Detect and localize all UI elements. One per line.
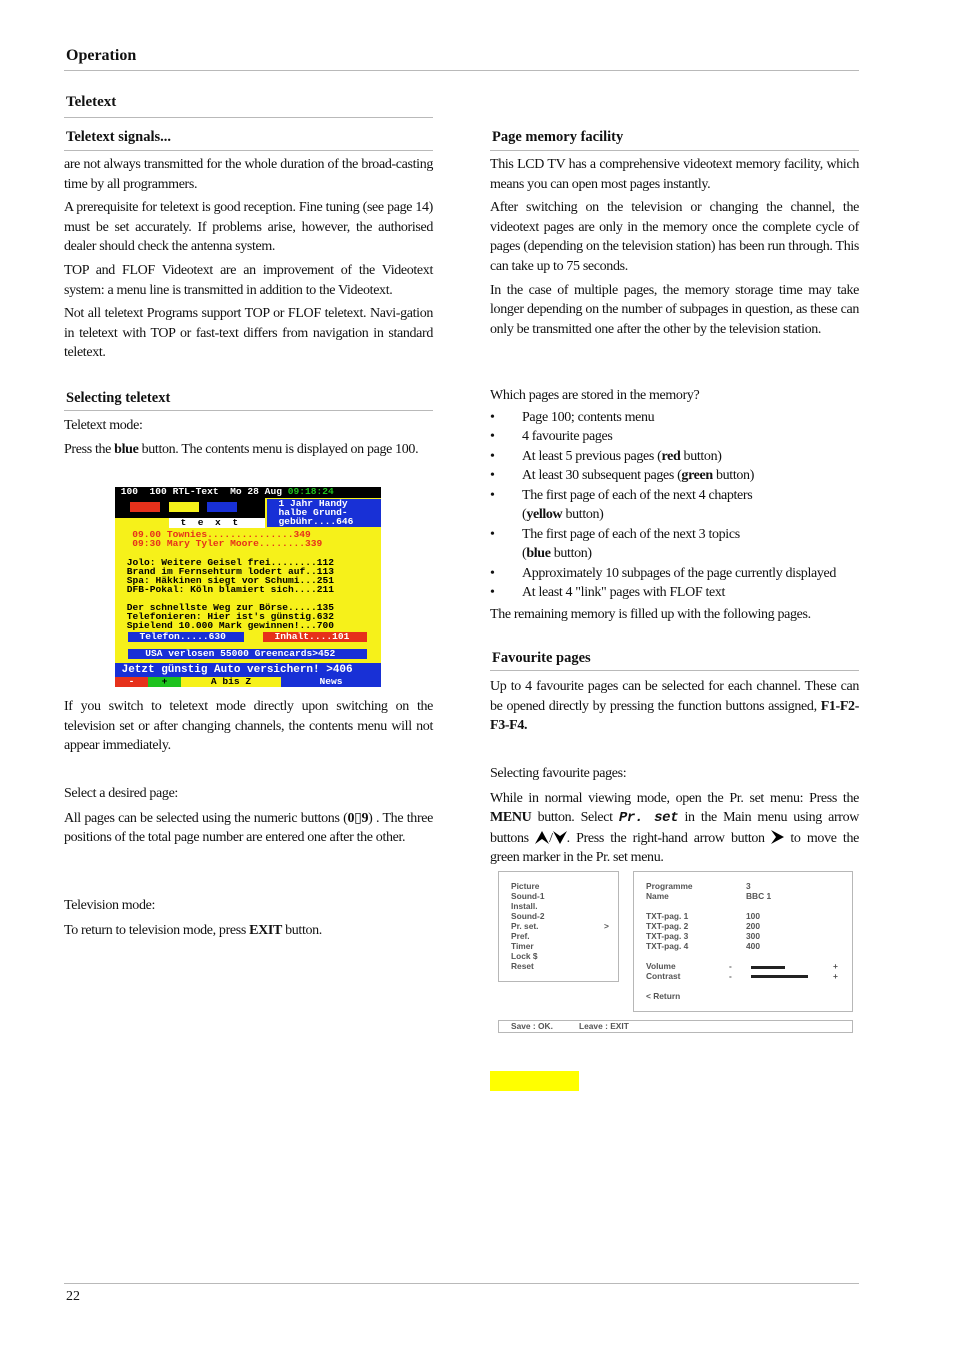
page-number: 22 — [66, 1289, 80, 1304]
after-image-text — [64, 697, 433, 760]
signals-rule — [64, 150, 433, 151]
memory-heading: Page memory facility — [492, 129, 624, 145]
favourite-select-text — [490, 764, 859, 872]
exit-word: EXIT — [249, 922, 282, 938]
teletext-screen — [115, 487, 381, 687]
stored-pages — [490, 386, 859, 628]
teletext-key-blue: News — [281, 677, 381, 687]
green-marker — [490, 1071, 579, 1091]
menu-word: MENU — [490, 810, 532, 826]
arrow-up-icon — [535, 831, 549, 844]
teletext-phone-link: Telefon.....630 — [128, 632, 244, 642]
tv-mode-text — [64, 896, 433, 944]
signals-text — [64, 155, 433, 367]
submenu-arrow: > — [604, 921, 609, 931]
list-item: • Page 100; contents menu — [490, 408, 859, 428]
main-menu-item[interactable]: Pr. set. — [511, 921, 539, 931]
paragraph: This LCD TV has a comprehensive videotext memory facility, which means you can open most pages instantly. — [490, 157, 859, 192]
box-glyph: ▯ — [354, 810, 362, 826]
contrast-label: Contrast — [646, 971, 681, 981]
list-item: • At least 4 "link" pages with FLOF text — [490, 583, 859, 603]
footer-rule — [64, 1283, 859, 1284]
paragraph: If you switch to teletext mode directly upon switching on the television set or after changing channels, the contents menu will not appear immediately. — [64, 699, 433, 754]
remaining-text: The remaining memory is filled up with the following pages. — [490, 606, 811, 622]
paragraph: All pages can be selected using the numeric buttons (0▯9) . The three positions of the total page number are entered one after the other. — [64, 810, 433, 846]
list-item: • Approximately 10 subpages of the page currently displayed — [490, 564, 859, 584]
prset-label: TXT-pag. 4 — [646, 941, 689, 951]
prset-word: Pr. set — [618, 810, 679, 827]
selecting-text — [64, 416, 433, 463]
prset-value[interactable]: 3 — [746, 881, 751, 891]
paragraph: Not all teletext Programs support TOP or FLOF teletext. Navi-gation in teletext with TOP or fast-text differs from navigation in standard teletext. — [64, 306, 433, 361]
save-hint: Save : OK. — [511, 1021, 553, 1031]
paragraph: After switching on the television or changing the channel, the videotext pages are only in the memory once the complete cycle of pages (depending on the television station) has been run through. This can take up to 75 seconds. — [490, 200, 859, 274]
teletext-line: 09:30 Mary Tyler Moore........339 — [115, 538, 323, 549]
selecting-heading: Selecting teletext — [66, 390, 171, 406]
selecting-rule — [64, 410, 433, 411]
contrast-plus: + — [833, 971, 838, 981]
return-item: < Return — [646, 991, 681, 1001]
teletext-usa-line: USA verlosen 55000 Greencards>452 — [128, 649, 367, 659]
teletext-line: Jolo: Weitere Geisel frei........112 — [121, 557, 335, 568]
main-menu-item[interactable]: Reset — [511, 961, 534, 971]
arrow-right-icon — [771, 830, 784, 844]
teletext-logo-text: t e x t — [169, 518, 265, 528]
volume-plus: + — [833, 961, 838, 971]
header-rule — [64, 70, 859, 71]
paragraph: are not always transmitted for the whole duration of the broad-casting time by all programmers. — [64, 157, 433, 192]
main-menu-item[interactable]: Sound-1 — [511, 891, 545, 901]
stored-pages-list — [490, 408, 859, 603]
prset-value[interactable]: 100 — [746, 911, 760, 921]
main-menu-item[interactable]: Install. — [511, 901, 538, 911]
main-menu-item[interactable]: Sound-2 — [511, 911, 545, 921]
tv-mode-label: Television mode: — [64, 898, 156, 913]
teletext-line: Spa: Häkkinen siegt vor Schumi...251 — [121, 575, 335, 586]
leave-hint: Leave : EXIT — [579, 1021, 629, 1031]
paragraph: Press the blue button. The contents menu is displayed on page 100. — [64, 441, 419, 457]
title-rule — [64, 117, 433, 118]
blue-word: blue — [114, 441, 139, 457]
teletext-key-green: + — [148, 677, 181, 687]
paragraph: While in normal viewing mode, open the Pr. set menu: Press the MENU button. Select Pr. set in the Main menu using arrow buttons / . Press the right-hand arrow button to move the green marker in the Pr. set menu. — [490, 790, 859, 866]
which-pages-label: Which pages are stored in the memory? — [490, 388, 700, 403]
signals-heading: Teletext signals... — [66, 129, 171, 145]
teletext-contents-link: Inhalt....101 — [263, 632, 367, 642]
teletext-header: 100 100 RTL-Text Mo 28 Aug 09:18:24 — [115, 487, 381, 498]
prset-value[interactable]: 300 — [746, 931, 760, 941]
arrow-down-icon — [553, 831, 567, 844]
teletext-line: DFB-Pokal: Köln blamiert sich....211 — [121, 584, 335, 595]
select-page-label: Select a desired page: — [64, 786, 178, 801]
teletext-ad-line: Jetzt günstig Auto versichern! >406 — [115, 663, 381, 677]
teletext-line: 09.00 Townies...............349 — [115, 529, 311, 540]
teletext-line: Der schnellste Weg zur Börse.....135 — [121, 602, 335, 613]
paragraph: A prerequisite for teletext is good reception. Fine tuning (see page 14) must be set accurately. If problems arise, however, the authorised dealer should check the antenna system. — [64, 200, 433, 255]
prset-label: Programme — [646, 881, 693, 891]
main-menu-item[interactable]: Pref. — [511, 931, 530, 941]
contrast-minus: - — [729, 971, 732, 981]
section-heading: Operation — [66, 47, 137, 64]
contrast-bar — [751, 975, 808, 978]
prset-value[interactable]: 200 — [746, 921, 760, 931]
prset-label: Name — [646, 891, 669, 901]
paragraph: In the case of multiple pages, the memory storage time may take longer depending on the number of subpages in question, as these can only be transmitted one after the other by the television station. — [490, 282, 859, 337]
list-item: • At least 30 subsequent pages (green button) — [490, 466, 859, 486]
main-menu-item[interactable]: Picture — [511, 881, 540, 891]
volume-minus: - — [729, 961, 732, 971]
prset-label: TXT-pag. 1 — [646, 911, 689, 921]
teletext-ad: 1 Jahr Handy halbe Grund- gebühr....646 — [267, 499, 381, 527]
teletext-line: Brand im Fernsehturm lodert auf..113 — [121, 566, 335, 577]
prset-value[interactable]: 400 — [746, 941, 760, 951]
paragraph: To return to television mode, press EXIT button. — [64, 922, 322, 938]
select-page-text — [64, 784, 433, 852]
prset-label: TXT-pag. 3 — [646, 931, 689, 941]
volume-bar — [751, 966, 785, 969]
rtl-logo-r — [128, 500, 162, 514]
list-item: • The first page of each of the next 4 chapters (yellow button) — [490, 486, 859, 525]
main-menu-item[interactable]: Timer — [511, 941, 534, 951]
prset-value[interactable]: BBC 1 — [746, 891, 772, 901]
teletext-key-red: - — [115, 677, 148, 687]
memory-rule — [490, 150, 859, 151]
teletext-mode-label: Teletext mode: — [64, 418, 143, 433]
favourite-heading: Favourite pages — [492, 650, 591, 666]
rtl-logo-l — [205, 500, 239, 514]
main-menu-item[interactable]: Lock $ — [511, 951, 538, 961]
page-title: Teletext — [66, 94, 117, 110]
volume-label: Volume — [646, 961, 676, 971]
list-item: • 4 favourite pages — [490, 427, 859, 447]
paragraph: TOP and FLOF Videotext are an improvement of the Videotext system: a menu line is transmitted in addition to the Videotext. — [64, 262, 433, 298]
list-item: • At least 5 previous pages (red button) — [490, 447, 859, 467]
teletext-key-yellow: A bis Z — [181, 677, 281, 687]
memory-text — [490, 155, 859, 343]
prset-label: TXT-pag. 2 — [646, 921, 689, 931]
favourite-rule — [490, 670, 859, 671]
selecting-favourites-label: Selecting favourite pages: — [490, 766, 627, 781]
teletext-line: Telefonieren: Hier ist's günstig.632 — [121, 611, 335, 622]
paragraph: Up to 4 favourite pages can be selected for each channel. These can be opened directly by pressing the function buttons assigned, F1-F2-F3-F4. — [490, 679, 860, 734]
favourite-text — [490, 677, 859, 740]
teletext-line: Spielend 10.000 Mark gewinnen!...700 — [121, 620, 335, 631]
list-item: • The first page of each of the next 3 topics (blue button) — [490, 525, 859, 564]
rtl-logo-t — [167, 500, 201, 514]
